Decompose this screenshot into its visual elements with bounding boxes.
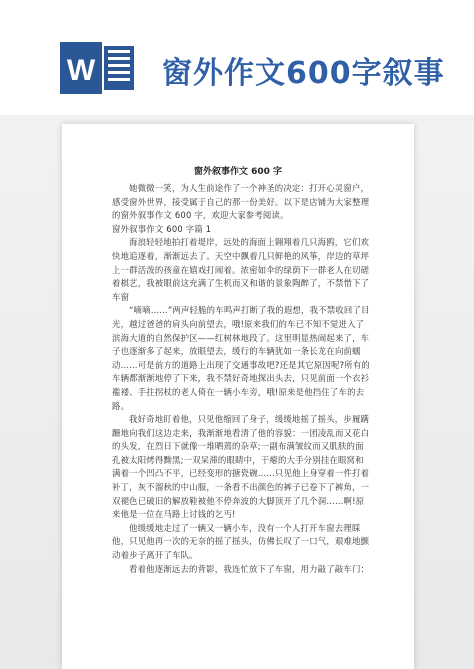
section-heading: 窗外叙事作文 600 字篇 1 <box>112 223 212 234</box>
document-title: 窗外叙事作文 600 字 <box>193 167 283 177</box>
header-banner <box>0 0 474 115</box>
paragraph: 看着他逐渐远去的背影，我连忙放下了车窗，用力敲了敲车门： <box>129 563 370 574</box>
document-body <box>112 182 372 576</box>
paragraph: 他缓缓地走过了一辆又一辆小车，没有一个人打开车窗去理睬他，只见他再一次的无奈的摇了摇头，仿佛长叹了一口气，艰难地颤动着步子离开了车队。 <box>112 522 370 561</box>
document-page <box>62 124 414 669</box>
paragraph: 海浪轻轻地拍打着堤岸，远处的海面上翱翔着几只海鸥，它们欢快地追逐着，渐渐远去了。天空中飘着几只鲜艳的风筝，岸边的草坪上一群活泼的孩童在嬉戏打闹着。浓密如伞的绿荫下一群老人在切磋着棋艺，我被眼前这充满了生机而又和谐的景象陶醉了，不禁惜下了车窗 <box>112 237 370 302</box>
svg-text:W: W <box>66 54 96 87</box>
paragraph-intro: 她微微一笑，为人生前途作了一个神圣的决定：打开心灵窗户，感受窗外世界，接受属于自己的那一份美好。以下是店铺为大家整理的窗外叙事作文 600 字，欢迎大家参考阅读。 <box>112 183 370 221</box>
word-icon <box>60 38 140 98</box>
page-headline: 窗外作文600字叙事 <box>162 56 445 91</box>
paragraph: “嘀嘀……”两声轻脆的车鸣声打断了我的遐想，我不禁收回了目光，越过爸爸的肩头向前望去，哦!原来我们的车已不知不觉进入了滨海大道的自然保护区——红树林地段了。这里明显热闹起来了，车子也逐渐多了起来，放眼望去，缓行的车辆犹如一条长龙在向前蠕动……可是前方的道路上出现了交通事故吧?还是其它原因呢?所有的车辆都渐渐地停了下来，我不禁好奇地探出头去，只见前面一个衣衫褴褛、手拄拐杖的老人倚在一辆小车旁，哦!原来是他挡住了车的去路。 <box>112 305 370 411</box>
paragraph: 我好奇地盯着他，只见他缩回了身子，缓缓地摇了摇头，步履蹒跚地向我们这边走来，我渐渐地看清了他的容貌：一团凌乱而又花白的头发，在烈日下就像一堆晒蔫的杂草;一副布满皱纹而又肌肤的面孔被太阳烤得黝黑;一双呆滞的眼睛中，干瘪的大手分别挂在眼窝和满着一个凹凸不平，已经变形的搪瓷碗……只见他上身穿着一件打着补丁，灰不溜秋的中山服，一条看不出颜色的裤子已卷下了裤角，一双褪色已破旧的解放鞋被他不停奔波的大脚顶开了几个洞……啊!原来他是一位在马路上讨钱的乞丐! <box>112 414 370 520</box>
